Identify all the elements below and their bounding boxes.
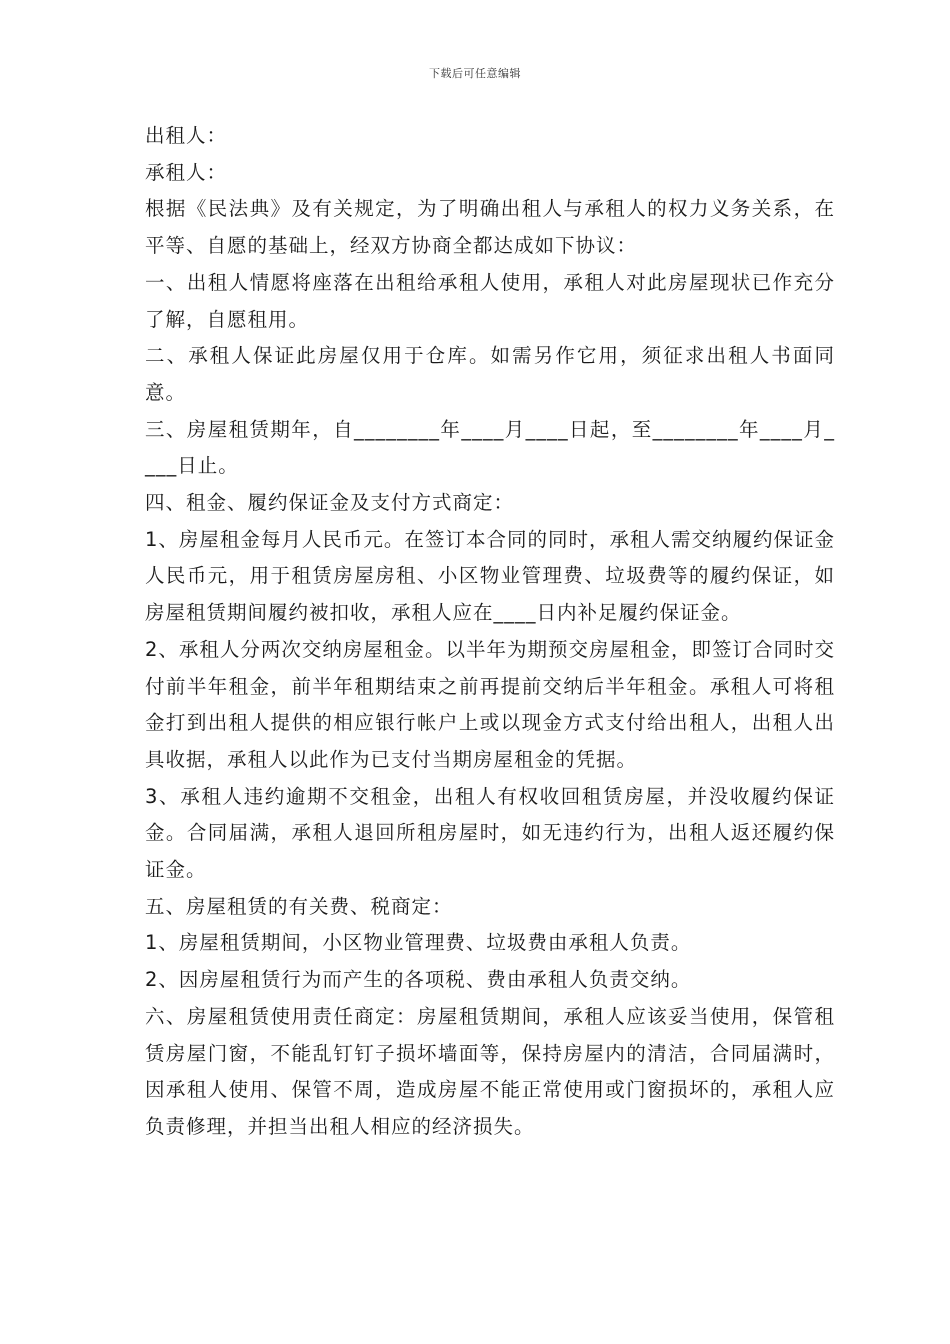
page-header-note: 下载后可任意编辑 (429, 67, 521, 80)
clause-5-item-2: 2、因房屋租赁行为而产生的各项税、费由承租人负责交纳。 (145, 968, 692, 992)
clause-4-heading: 四、租金、履约保证金及支付方式商定： (145, 491, 515, 515)
clause-3-paragraph: 三、房屋租赁期年，自________年____月____日起，至________年____月____日止。 (145, 417, 835, 478)
clause-6-paragraph: 六、房屋租赁使用责任商定：房屋租赁期间，承租人应该妥当使用，保管租赁房屋门窗，不能乱钉钉子损坏墙面等，保持房屋内的清洁，合同届满时，因承租人使用、保管不周，造成房屋不能正常使用或门窗损坏的，承租人应负责修理，并担当出租人相应的经济损失。 (145, 1004, 835, 1138)
lessor-line: 出租人： (145, 124, 228, 147)
clause-4-item-3: 3、承租人违约逾期不交租金，出租人有权收回租赁房屋，并没收履约保证金。合同届满，承租人退回所租房屋时，如无违约行为，出租人返还履约保证金。 (145, 784, 835, 882)
clause-2-paragraph: 二、承租人保证此房屋仅用于仓库。如需另作它用，须征求出租人书面同意。 (145, 344, 835, 404)
clause-1-paragraph: 一、出租人情愿将座落在出租给承租人使用，承租人对此房屋现状已作充分了解，自愿租用。 (145, 270, 835, 331)
clause-4-item-2: 2、承租人分两次交纳房屋租金。以半年为期预交房屋租金，即签订合同时交付前半年租金，前半年租期结束之前再提前交纳后半年租金。承租人可将租金打到出租人提供的相应银行帐户上或以现金方式支付给出租人，出租人出具收据，承租人以此作为已支付当期房屋租金的凭据。 (145, 637, 835, 771)
clause-5-item-1: 1、房屋租赁期间，小区物业管理费、垃圾费由承租人负责。 (145, 931, 692, 955)
document-body (145, 118, 835, 1146)
lessee-line: 承租人： (145, 160, 228, 184)
clause-4-item-1: 1、房屋租金每月人民币元。在签订本合同的同时，承租人需交纳履约保证金人民币元，用于租赁房屋房租、小区物业管理费、垃圾费等的履约保证，如房屋租赁期间履约被扣收，承租人应在____日内补足履约保证金。 (145, 527, 835, 625)
preamble-paragraph: 根据《民法典》及有关规定，为了明确出租人与承租人的权力义务关系，在平等、自愿的基础上，经双方协商全都达成如下协议： (145, 197, 835, 258)
clause-5-heading: 五、房屋租赁的有关费、税商定： (145, 894, 453, 918)
